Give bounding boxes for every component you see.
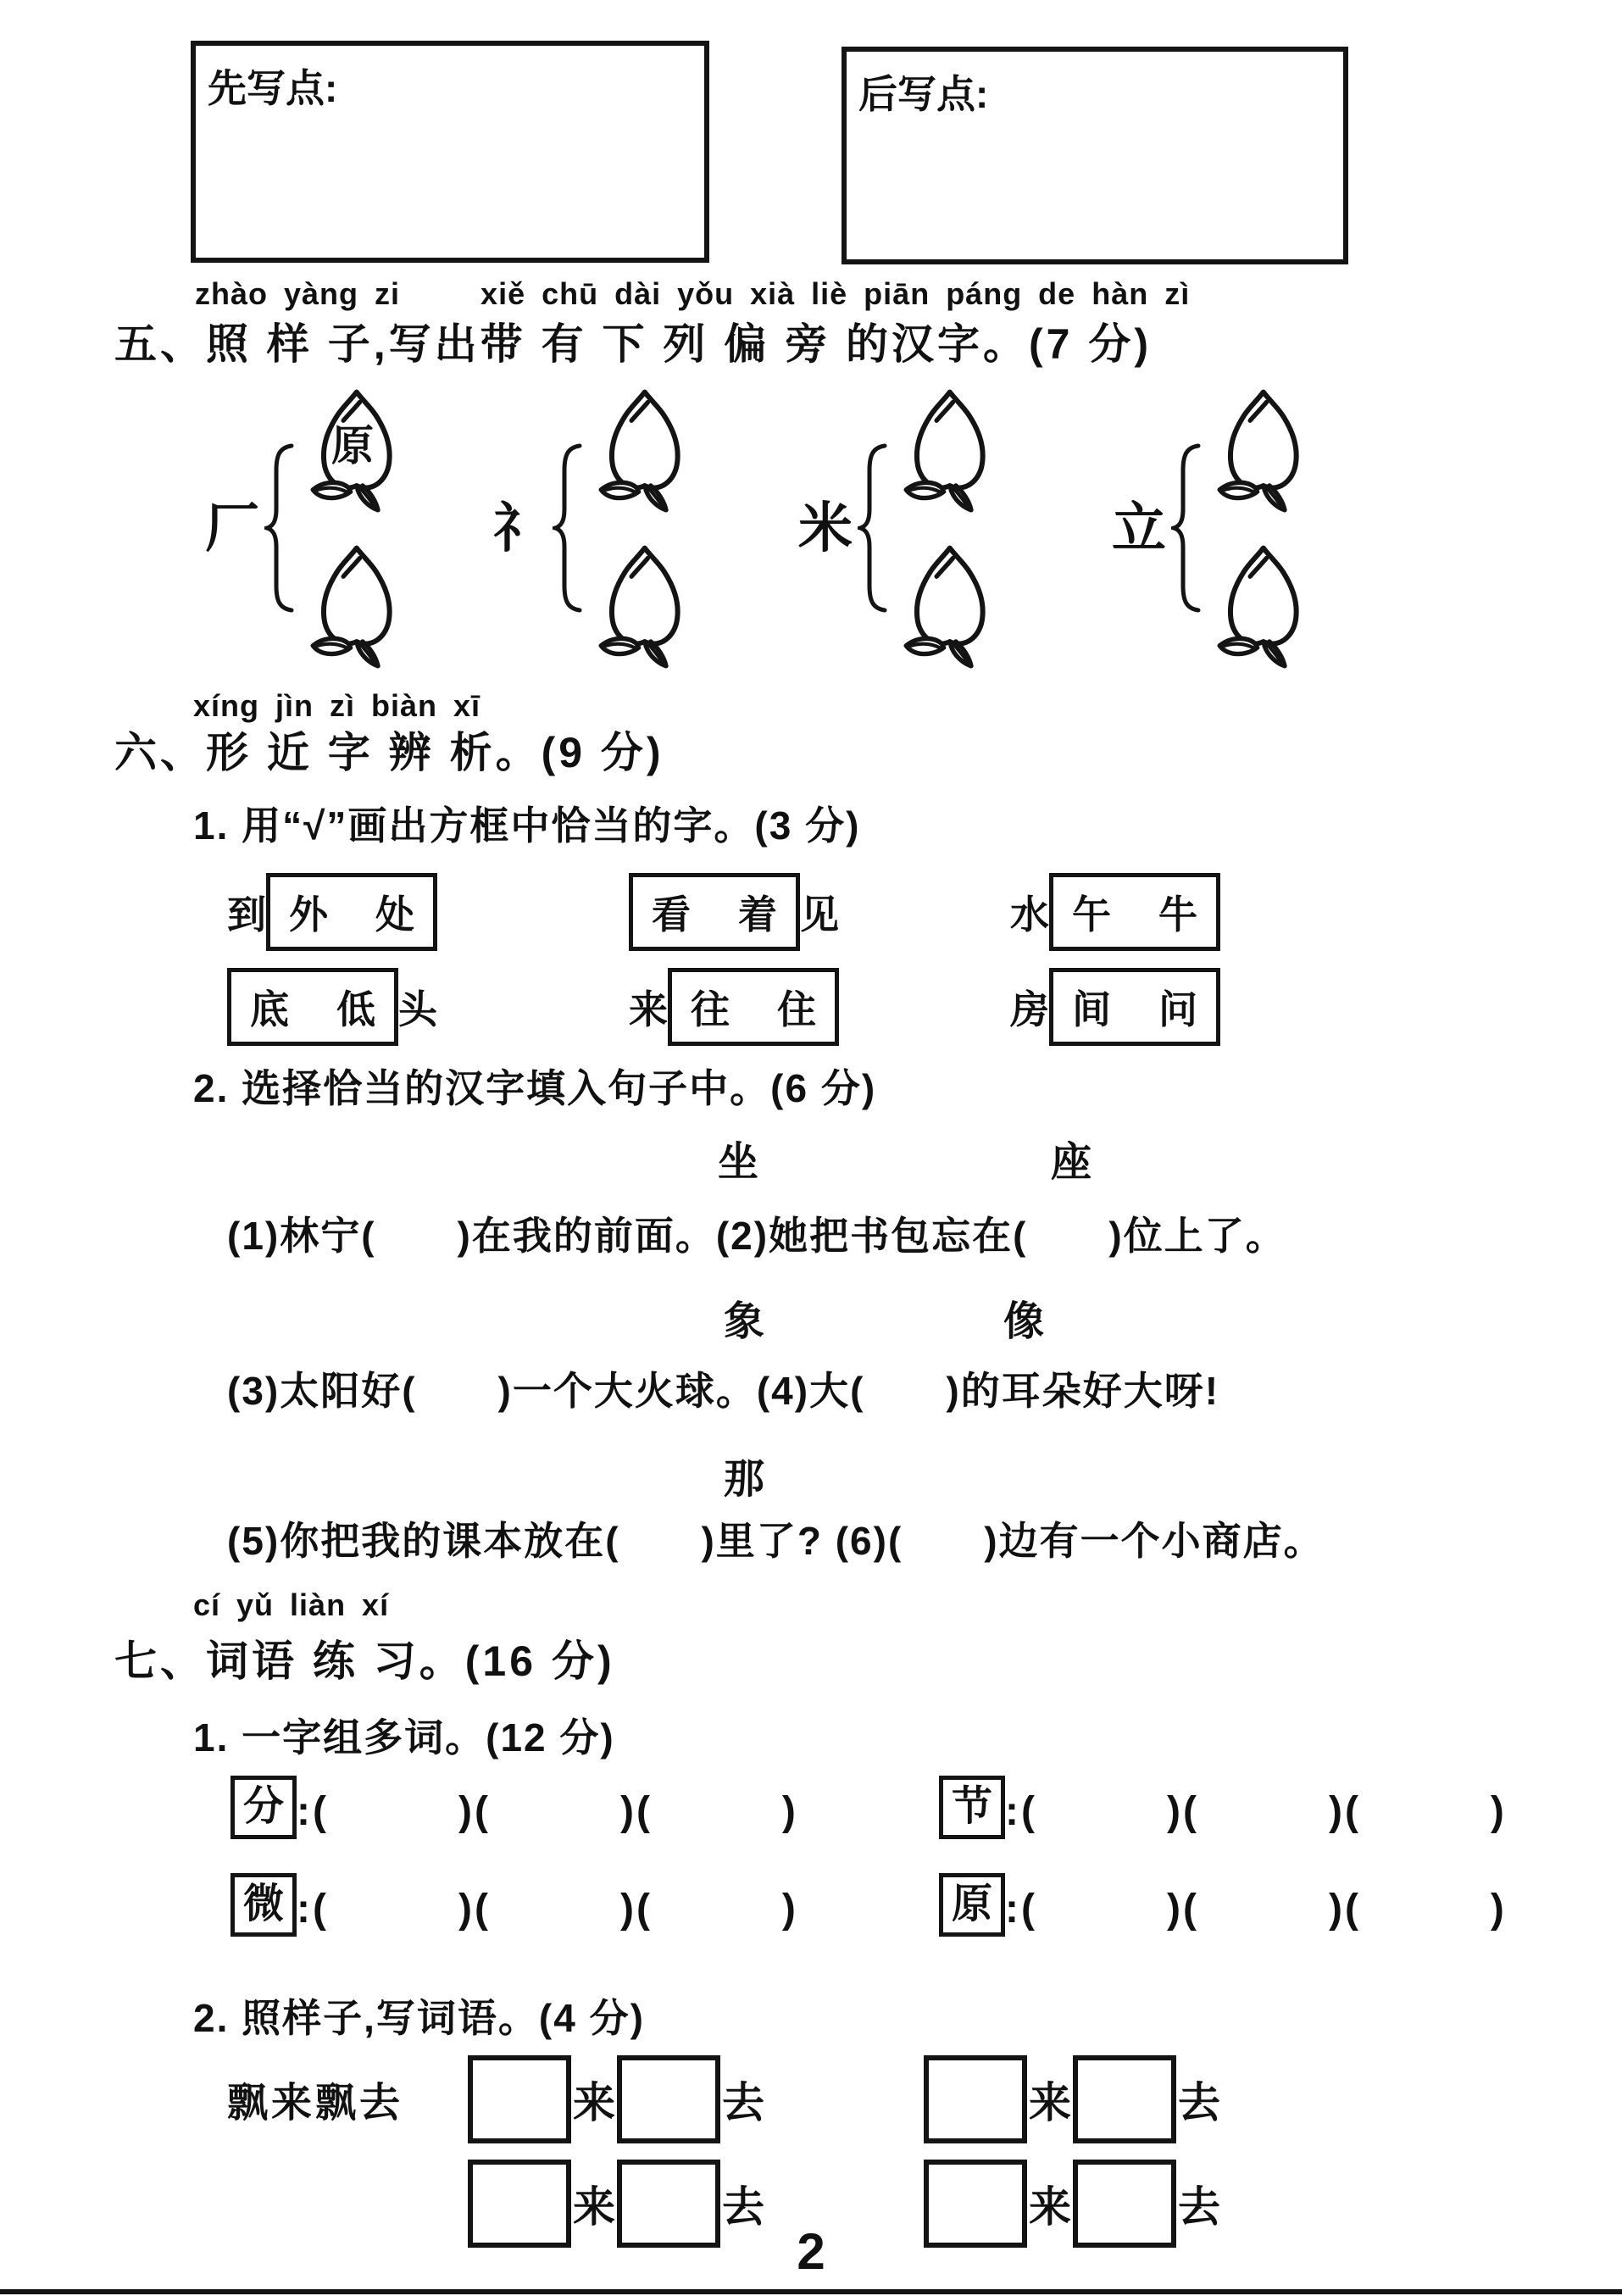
choice-box	[1049, 968, 1220, 1046]
peach-icon	[1208, 386, 1310, 514]
word-build-char-box: 节	[939, 1776, 1005, 1839]
word-build-item-2[interactable]	[939, 1776, 1507, 1839]
choice-box	[629, 873, 800, 951]
section5-pinyin: zhào yàng zi xiě chū dài yǒu xià liè piān páng de hàn zì	[195, 276, 1191, 311]
blank-box[interactable]	[1073, 2055, 1176, 2143]
radical-group-2	[493, 381, 692, 674]
word-build-item-3[interactable]	[231, 1873, 798, 1937]
choice-char[interactable]: 间	[1072, 987, 1111, 1031]
choice-char[interactable]: 低	[336, 987, 375, 1031]
hint-char-xiang1: 象	[724, 1299, 765, 1344]
word-build-char-box: 原	[939, 1873, 1005, 1937]
peach-drawing-blank[interactable]	[1208, 386, 1310, 514]
choice-box	[266, 873, 437, 951]
word-build-char-box: 分	[231, 1776, 297, 1839]
peach-icon	[895, 542, 997, 670]
peach-drawing-blank[interactable]	[895, 542, 997, 670]
choice-box	[227, 968, 398, 1046]
pattern-char-lai: 来	[1029, 2183, 1071, 2231]
peach-drawing-blank[interactable]	[590, 386, 692, 514]
section6-q1-text: 1. 用“√”画出方框中恰当的字。(3 分)	[193, 803, 861, 848]
hint-char-zuo2: 座	[1051, 1140, 1092, 1185]
choice-char[interactable]: 处	[375, 892, 414, 937]
pattern-char-qu: 去	[722, 2183, 764, 2231]
choice-char[interactable]: 往	[691, 987, 730, 1031]
word-build-blanks[interactable]: :( )( )( )	[1005, 1886, 1507, 1932]
pattern-char-lai: 来	[573, 2079, 615, 2126]
choice-char[interactable]: 住	[777, 987, 816, 1031]
blank-box[interactable]	[468, 2055, 571, 2143]
choice-char[interactable]: 着	[738, 892, 777, 937]
choice-char[interactable]: 底	[250, 987, 289, 1031]
word-pattern-1	[468, 2055, 766, 2143]
peach-icon	[590, 542, 692, 670]
choice-char[interactable]: 牛	[1158, 892, 1197, 937]
radical-group-3	[798, 381, 997, 674]
choice-box	[668, 968, 839, 1046]
brace-icon	[1171, 443, 1205, 613]
brace-icon	[553, 443, 586, 613]
choice-suffix: 见	[800, 892, 839, 937]
radical-char: 礻	[493, 497, 547, 559]
word-build-item-4[interactable]	[939, 1873, 1507, 1937]
section5-heading: 五、照 样 子,写出带 有 下 列 偏 旁 的汉字。(7 分)	[114, 320, 1153, 368]
section6-pinyin: xíng jìn zì biàn xī	[193, 688, 481, 723]
radical-char: 立	[1112, 497, 1166, 559]
choice-prefix: 水	[1010, 892, 1049, 937]
peach-drawing-example	[302, 386, 403, 514]
pattern-char-qu: 去	[1178, 2183, 1220, 2231]
fill-sentence-1[interactable]: (1)林宁( )在我的前面。(2)她把书包忘在( )位上了。	[227, 1214, 1286, 1258]
example-char: 原	[331, 421, 374, 470]
choice-item-2[interactable]	[629, 873, 839, 951]
choice-char[interactable]: 午	[1072, 892, 1111, 937]
choice-box	[1049, 873, 1220, 951]
choice-prefix: 房	[1010, 987, 1049, 1031]
word-build-blanks[interactable]: :( )( )( )	[1005, 1788, 1507, 1834]
peach-icon	[590, 386, 692, 514]
choice-item-3[interactable]	[1010, 873, 1220, 951]
hint-char-xiang2: 像	[1003, 1299, 1045, 1344]
peach-drawing-blank[interactable]	[590, 542, 692, 670]
word-pattern-2	[924, 2055, 1222, 2143]
choice-item-1[interactable]	[227, 873, 437, 951]
radical-group-4	[1112, 381, 1310, 674]
peach-drawing-blank[interactable]	[302, 542, 403, 670]
choice-item-4[interactable]	[227, 968, 437, 1046]
fill-sentence-2[interactable]: (3)太阳好( )一个大火球。(4)大( )的耳朵好大呀!	[227, 1369, 1220, 1413]
choice-char[interactable]: 看	[652, 892, 691, 937]
section6-heading: 六、形 近 字 辨 析。(9 分)	[114, 729, 664, 776]
pattern-char-lai: 来	[1029, 2079, 1071, 2126]
hint-char-zuo: 坐	[718, 1140, 759, 1185]
word-build-blanks[interactable]: :( )( )( )	[297, 1886, 798, 1932]
choice-item-6[interactable]	[1010, 968, 1220, 1046]
pattern-char-lai: 来	[573, 2183, 615, 2231]
word-build-blanks[interactable]: :( )( )( )	[297, 1788, 798, 1834]
brace-icon	[858, 443, 892, 613]
blank-box[interactable]	[617, 2055, 720, 2143]
word-build-item-1[interactable]	[231, 1776, 798, 1839]
pattern-char-qu: 去	[1178, 2079, 1220, 2126]
peach-icon	[302, 542, 403, 670]
section7-heading: 七、词语 练 习。(16 分)	[114, 1637, 615, 1685]
section7-pinyin: cí yǔ liàn xí	[193, 1587, 390, 1622]
write-first-box-label: 先写点:	[208, 66, 338, 110]
section7-q2-text: 2. 照样子,写词语。(4 分)	[193, 1996, 645, 2040]
choice-item-5[interactable]	[629, 968, 839, 1046]
pattern-example-word: 飘来飘去	[227, 2081, 404, 2126]
brace-icon	[264, 443, 298, 613]
page-number: 2	[797, 2223, 825, 2280]
radical-char: 米	[798, 497, 853, 559]
peach-drawing-blank[interactable]	[895, 386, 997, 514]
pattern-char-qu: 去	[722, 2079, 764, 2126]
choice-prefix: 到	[227, 892, 266, 937]
choice-char[interactable]: 外	[289, 892, 328, 937]
radical-group-1	[205, 381, 403, 674]
choice-prefix: 来	[629, 987, 668, 1031]
choice-char[interactable]: 问	[1158, 987, 1197, 1031]
radical-char: 厂	[205, 497, 259, 559]
write-first-box[interactable]	[191, 41, 709, 263]
section6-q2-text: 2. 选择恰当的汉字填入句子中。(6 分)	[193, 1066, 877, 1110]
word-build-char-box: 微	[231, 1873, 297, 1937]
hint-char-na: 那	[724, 1457, 765, 1502]
peach-icon	[895, 386, 997, 514]
fill-sentence-3[interactable]: (5)你把我的课本放在( )里了? (6)( )边有一个小商店。	[227, 1519, 1325, 1563]
write-after-box[interactable]	[842, 47, 1348, 264]
write-after-box-label: 后写点:	[858, 72, 989, 116]
blank-box[interactable]	[924, 2055, 1027, 2143]
section7-q1-text: 1. 一字组多词。(12 分)	[193, 1715, 615, 1760]
bottom-edge-line	[0, 2289, 1622, 2294]
choice-suffix: 头	[398, 987, 437, 1031]
peach-icon	[1208, 542, 1310, 670]
peach-drawing-blank[interactable]	[1208, 542, 1310, 670]
